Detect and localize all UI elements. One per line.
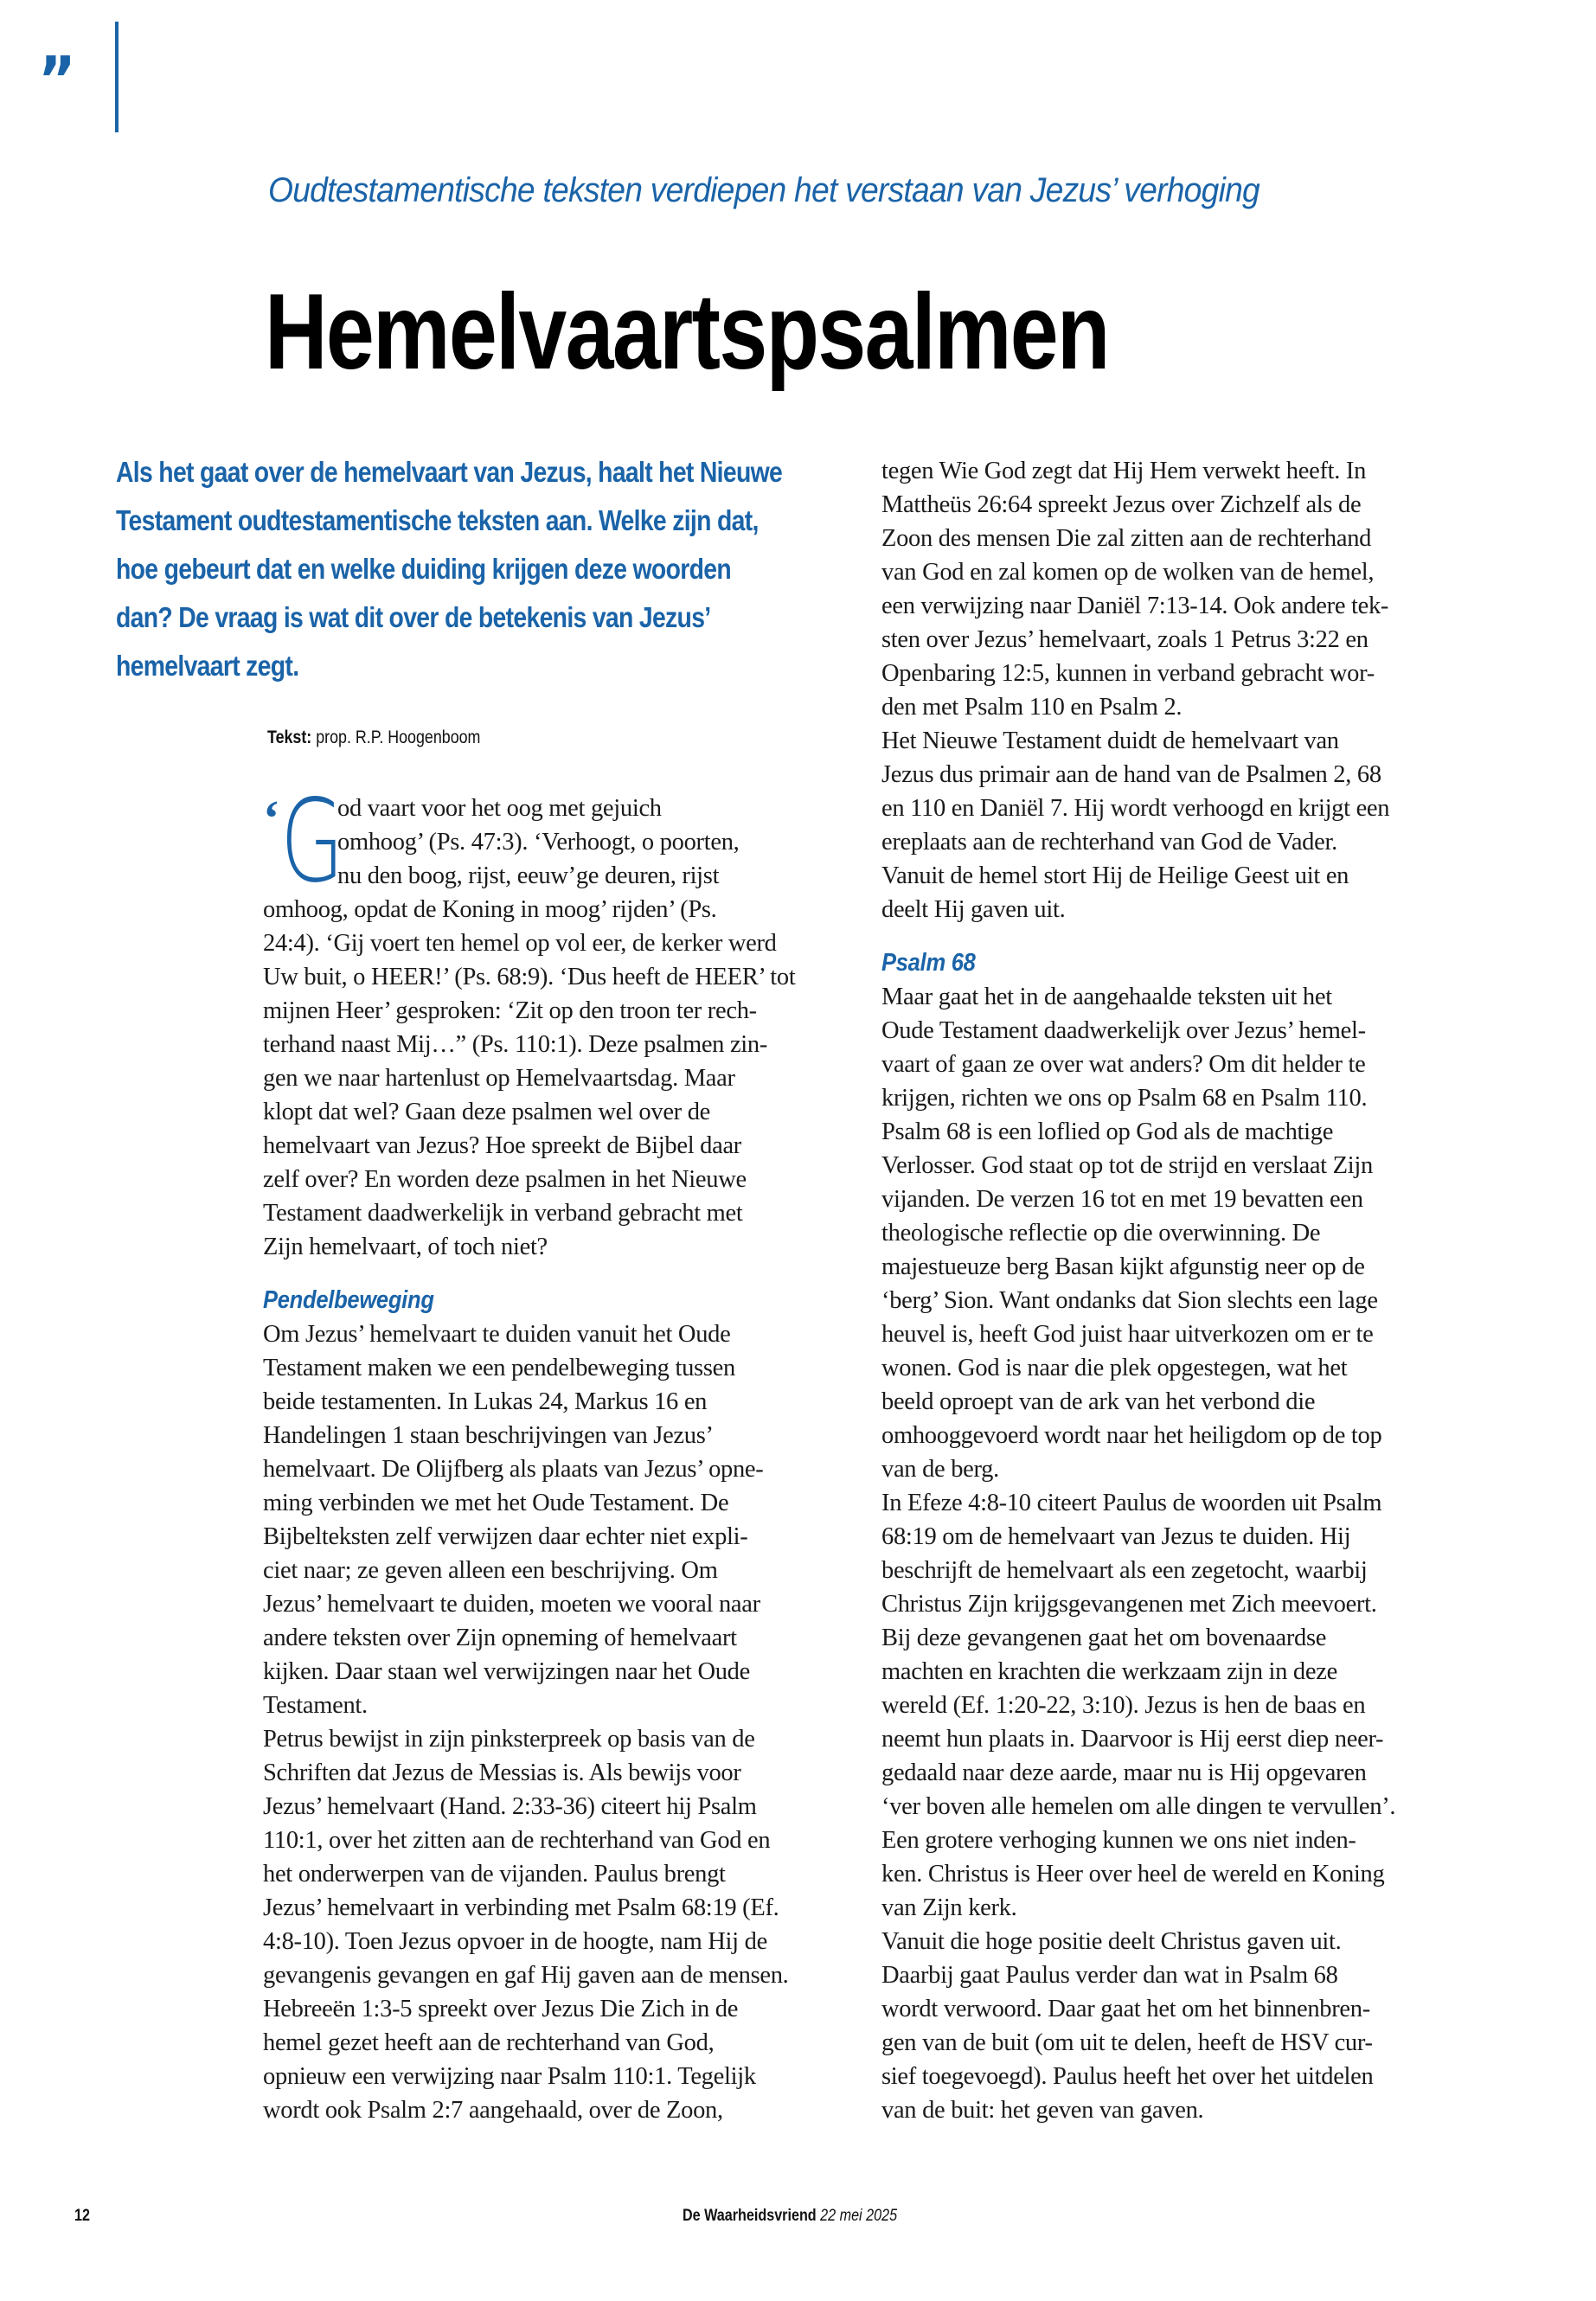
text-line: andere teksten over Zijn opneming of hemelvaart [263,1625,737,1651]
text-line: gen we naar hartenlust op Hemelvaartsdag. Maar [263,1065,735,1092]
intro-line: dan? De vraag is wat dit over de betekenis van Jezus’ [116,601,711,633]
page-title: Hemelvaartspsalmen [265,272,1109,392]
intro-line: hemelvaart zegt. [116,650,299,682]
text-line: Mattheüs 26:64 spreekt Jezus over Zichzelf als de [881,491,1362,518]
left-intro-paragraph [263,893,860,1264]
right-section-paragraph [881,980,1478,2127]
text-line: Daarbij gaat Paulus verder dan wat in Psalm 68 [881,1962,1338,1989]
text-line: nu den boog, rijst, eeuw’ge deuren, rijst [337,862,720,889]
text-line: van Zijn kerk. [881,1894,1017,1921]
text-line: Hebreeën 1:3-5 spreekt over Jezus Die Zich in de [263,1996,739,2022]
text-line: neemt hun plaats in. Daarvoor is Hij eerst diep neer- [881,1726,1384,1753]
text-line: van de buit: het geven van gaven. [881,2097,1204,2124]
subhead-psalm-68: Psalm 68 [881,949,976,977]
text-line: wereld (Ef. 1:20-22, 3:10). Jezus is hen de baas en [881,1692,1366,1719]
text-line: deelt Hij gaven uit. [881,896,1066,923]
intro-line: Als het gaat over de hemelvaart van Jezus, haalt het Nieuwe [116,456,783,488]
text-line: wordt ook Psalm 2:7 aangehaald, over de Zoon, [263,2097,723,2124]
text-line: Zoon des mensen Die zal zitten aan de rechterhand [881,525,1372,552]
text-line: vijanden. De verzen 16 tot en met 19 bevatten een [881,1186,1363,1213]
text-line: In Efeze 4:8-10 citeert Paulus de woorden uit Psalm [881,1490,1382,1516]
text-line: omhooggevoerd wordt naar het heiligdom op de top [881,1422,1382,1449]
text-line: hemel gezet heeft aan de rechterhand van God, [263,2029,715,2056]
column-right [881,454,1478,2127]
text-line: Psalm 68 is een loflied op God als de machtige [881,1118,1334,1145]
dropcap-quote: ‘ [263,790,280,846]
text-line: Jezus’ hemelvaart (Hand. 2:33-36) citeert hij Psalm [263,1793,757,1820]
column-left [263,775,860,2127]
text-line: sief toegevoegd). Paulus heeft het over het uitdelen [881,2063,1374,2090]
text-line: 110:1, over het zitten aan de rechterhand van God en [263,1827,771,1854]
dropcap-letter: G [280,775,344,908]
quote-icon: ” [38,43,76,118]
text-line: Christus Zijn krijgsgevangenen met Zich meevoert. [881,1591,1377,1618]
intro-line: hoe gebeurt dat en welke duiding krijgen deze woorden [116,553,731,585]
text-line: ereplaats aan de rechterhand van God de Vader. [881,829,1337,856]
text-line: Om Jezus’ hemelvaart te duiden vanuit het Oude [263,1321,731,1348]
text-line: Jezus dus primair aan de hand van de Psalmen 2, 68 [881,761,1381,788]
text-line: een verwijzing naar Daniël 7:13-14. Ook andere tek- [881,593,1389,619]
spacer [263,1264,860,1284]
publication-name: De Waarheidsvriend [683,2207,817,2225]
page-number: 12 [74,2207,90,2225]
text-line: gen van de buit (om uit te delen, heeft de HSV cur- [881,2029,1373,2056]
byline-label: Tekst: [267,727,312,747]
text-line: kijken. Daar staan wel verwijzingen naar het Oude [263,1658,750,1685]
text-line: Testament. [263,1692,368,1719]
text-line: opnieuw een verwijzing naar Psalm 110:1. Tegelijk [263,2063,756,2090]
text-line: beschrijft de hemelvaart als een zegetocht, waarbij [881,1557,1368,1584]
text-line: wonen. God is naar die plek opgestegen, wat het [881,1355,1348,1381]
text-line: gedaald naar deze aarde, maar nu is Hij opgevaren [881,1759,1367,1786]
text-line: ‘ver boven alle hemelen om alle dingen te vervullen’. [881,1793,1396,1820]
text-line: tegen Wie God zegt dat Hij Hem verwekt heeft. In [881,458,1367,484]
right-intro-paragraph [881,454,1478,926]
text-line: den met Psalm 110 en Psalm 2. [881,694,1183,721]
text-line: Bij deze gevangenen gaat het om bovenaardse [881,1625,1327,1651]
text-line: ken. Christus is Heer over heel de wereld en Koning [881,1861,1385,1888]
text-line: vaart of gaan ze over wat anders? Om dit helder te [881,1051,1366,1078]
text-line: Oude Testament daadwerkelijk over Jezus’ hemel- [881,1017,1366,1044]
intro-lead [116,448,785,690]
text-line: van de berg. [881,1456,999,1483]
text-line: klopt dat wel? Gaan deze psalmen wel over de [263,1099,711,1125]
text-line: zelf over? En worden deze psalmen in het Nieuwe [263,1166,747,1193]
text-line: Schriften dat Jezus de Messias is. Als bewijs voor [263,1759,741,1786]
text-line: mijnen Heer’ gesproken: ‘Zit op den troon ter rech- [263,997,757,1024]
text-line: hemelvaart van Jezus? Hoe spreekt de Bijbel daar [263,1132,741,1159]
vertical-rule [115,22,119,132]
text-line: sten over Jezus’ hemelvaart, zoals 1 Petrus 3:22 en [881,626,1368,653]
text-line: Een grotere verhoging kunnen we ons niet inden- [881,1827,1356,1854]
text-line: het onderwerpen van de vijanden. Paulus brengt [263,1861,726,1888]
text-line: Jezus’ hemelvaart te duiden, moeten we vooral naar [263,1591,760,1618]
text-line: Verlosser. God staat op tot de strijd en verslaat Zijn [881,1152,1373,1179]
text-line: beide testamenten. In Lukas 24, Markus 16 en [263,1388,708,1415]
text-line: wordt verwoord. Daar gaat het om het binnenbren- [881,1996,1370,2022]
text-line: omhoog’ (Ps. 47:3). ‘Verhoogt, o poorten, [337,829,740,856]
text-line: omhoog, opdat de Koning in moog’ rijden’ (Ps. [263,896,717,923]
text-line: Maar gaat het in de aangehaalde teksten uit het [881,984,1332,1010]
byline [267,727,480,748]
text-line: van God en zal komen op de wolken van de hemel, [881,559,1375,586]
text-line: 4:8-10). Toen Jezus opvoer in de hoogte, nam Hij de [263,1928,767,1955]
text-line: krijgen, richten we ons op Psalm 68 en Psalm 110. [881,1085,1368,1112]
text-line: heuvel is, heeft God juist haar uitverkozen om er te [881,1321,1374,1348]
byline-author: prop. R.P. Hoogenboom [316,727,481,747]
kicker: Oudtestamentische teksten verdiepen het verstaan van Jezus’ verhoging [268,171,1259,209]
text-line: 24:4). ‘Gij voert ten hemel op vol eer, de kerker werd [263,930,777,957]
text-line: Openbaring 12:5, kunnen in verband gebracht wor- [881,660,1375,687]
text-line: Uw buit, o HEER!’ (Ps. 68:9). ‘Dus heeft de HEER’ tot [263,964,796,990]
text-line: Testament maken we een pendelbeweging tussen [263,1355,735,1381]
text-line: ciet naar; ze geven alleen een beschrijving. Om [263,1557,718,1584]
dropcap-lines [337,792,740,893]
dropcap-block [263,775,860,908]
text-line: Vanuit die hoge positie deelt Christus gaven uit. [881,1928,1342,1955]
text-line: Zijn hemelvaart, of toch niet? [263,1234,548,1260]
text-line: ming verbinden we met het Oude Testament. De [263,1490,729,1516]
text-line: Handelingen 1 staan beschrijvingen van Jezus’ [263,1422,714,1449]
text-line: Petrus bewijst in zijn pinksterpreek op basis van de [263,1726,755,1753]
publication-date: 22 mei 2025 [820,2207,898,2225]
text-line: od vaart voor het oog met gejuich [337,795,662,822]
text-line: en 110 en Daniël 7. Hij wordt verhoogd en krijgt een [881,795,1390,822]
text-line: beeld oproept van de ark van het verbond die [881,1388,1316,1415]
text-line: Testament daadwerkelijk in verband gebracht met [263,1200,743,1227]
text-line: machten en krachten die werkzaam zijn in deze [881,1658,1337,1685]
footer-publication [683,2207,897,2226]
left-section-paragraph [263,1317,860,2127]
text-line: ‘berg’ Sion. Want ondanks dat Sion slechts een lage [881,1287,1378,1314]
text-line: majestueuze berg Basan kijkt afgunstig neer op de [881,1253,1365,1280]
text-line: Bijbelteksten zelf verwijzen daar echter niet expli- [263,1523,748,1550]
spacer [881,926,1478,946]
intro-line: Testament oudtestamentische teksten aan. Welke zijn dat, [116,504,759,536]
subhead-pendelbeweging: Pendelbeweging [263,1286,434,1314]
text-line: Jezus’ hemelvaart in verbinding met Psalm 68:19 (Ef. [263,1894,779,1921]
text-line: Vanuit de hemel stort Hij de Heilige Geest uit en [881,862,1349,889]
text-line: 68:19 om de hemelvaart van Jezus te duiden. Hij [881,1523,1351,1550]
text-line: theologische reflectie op die overwinning. De [881,1220,1321,1247]
text-line: Het Nieuwe Testament duidt de hemelvaart van [881,727,1339,754]
text-line: hemelvaart. De Olijfberg als plaats van Jezus’ opne- [263,1456,764,1483]
text-line: terhand naast Mij…” (Ps. 110:1). Deze psalmen zin- [263,1031,768,1058]
text-line: gevangenis gevangen en gaf Hij gaven aan de mensen. [263,1962,789,1989]
